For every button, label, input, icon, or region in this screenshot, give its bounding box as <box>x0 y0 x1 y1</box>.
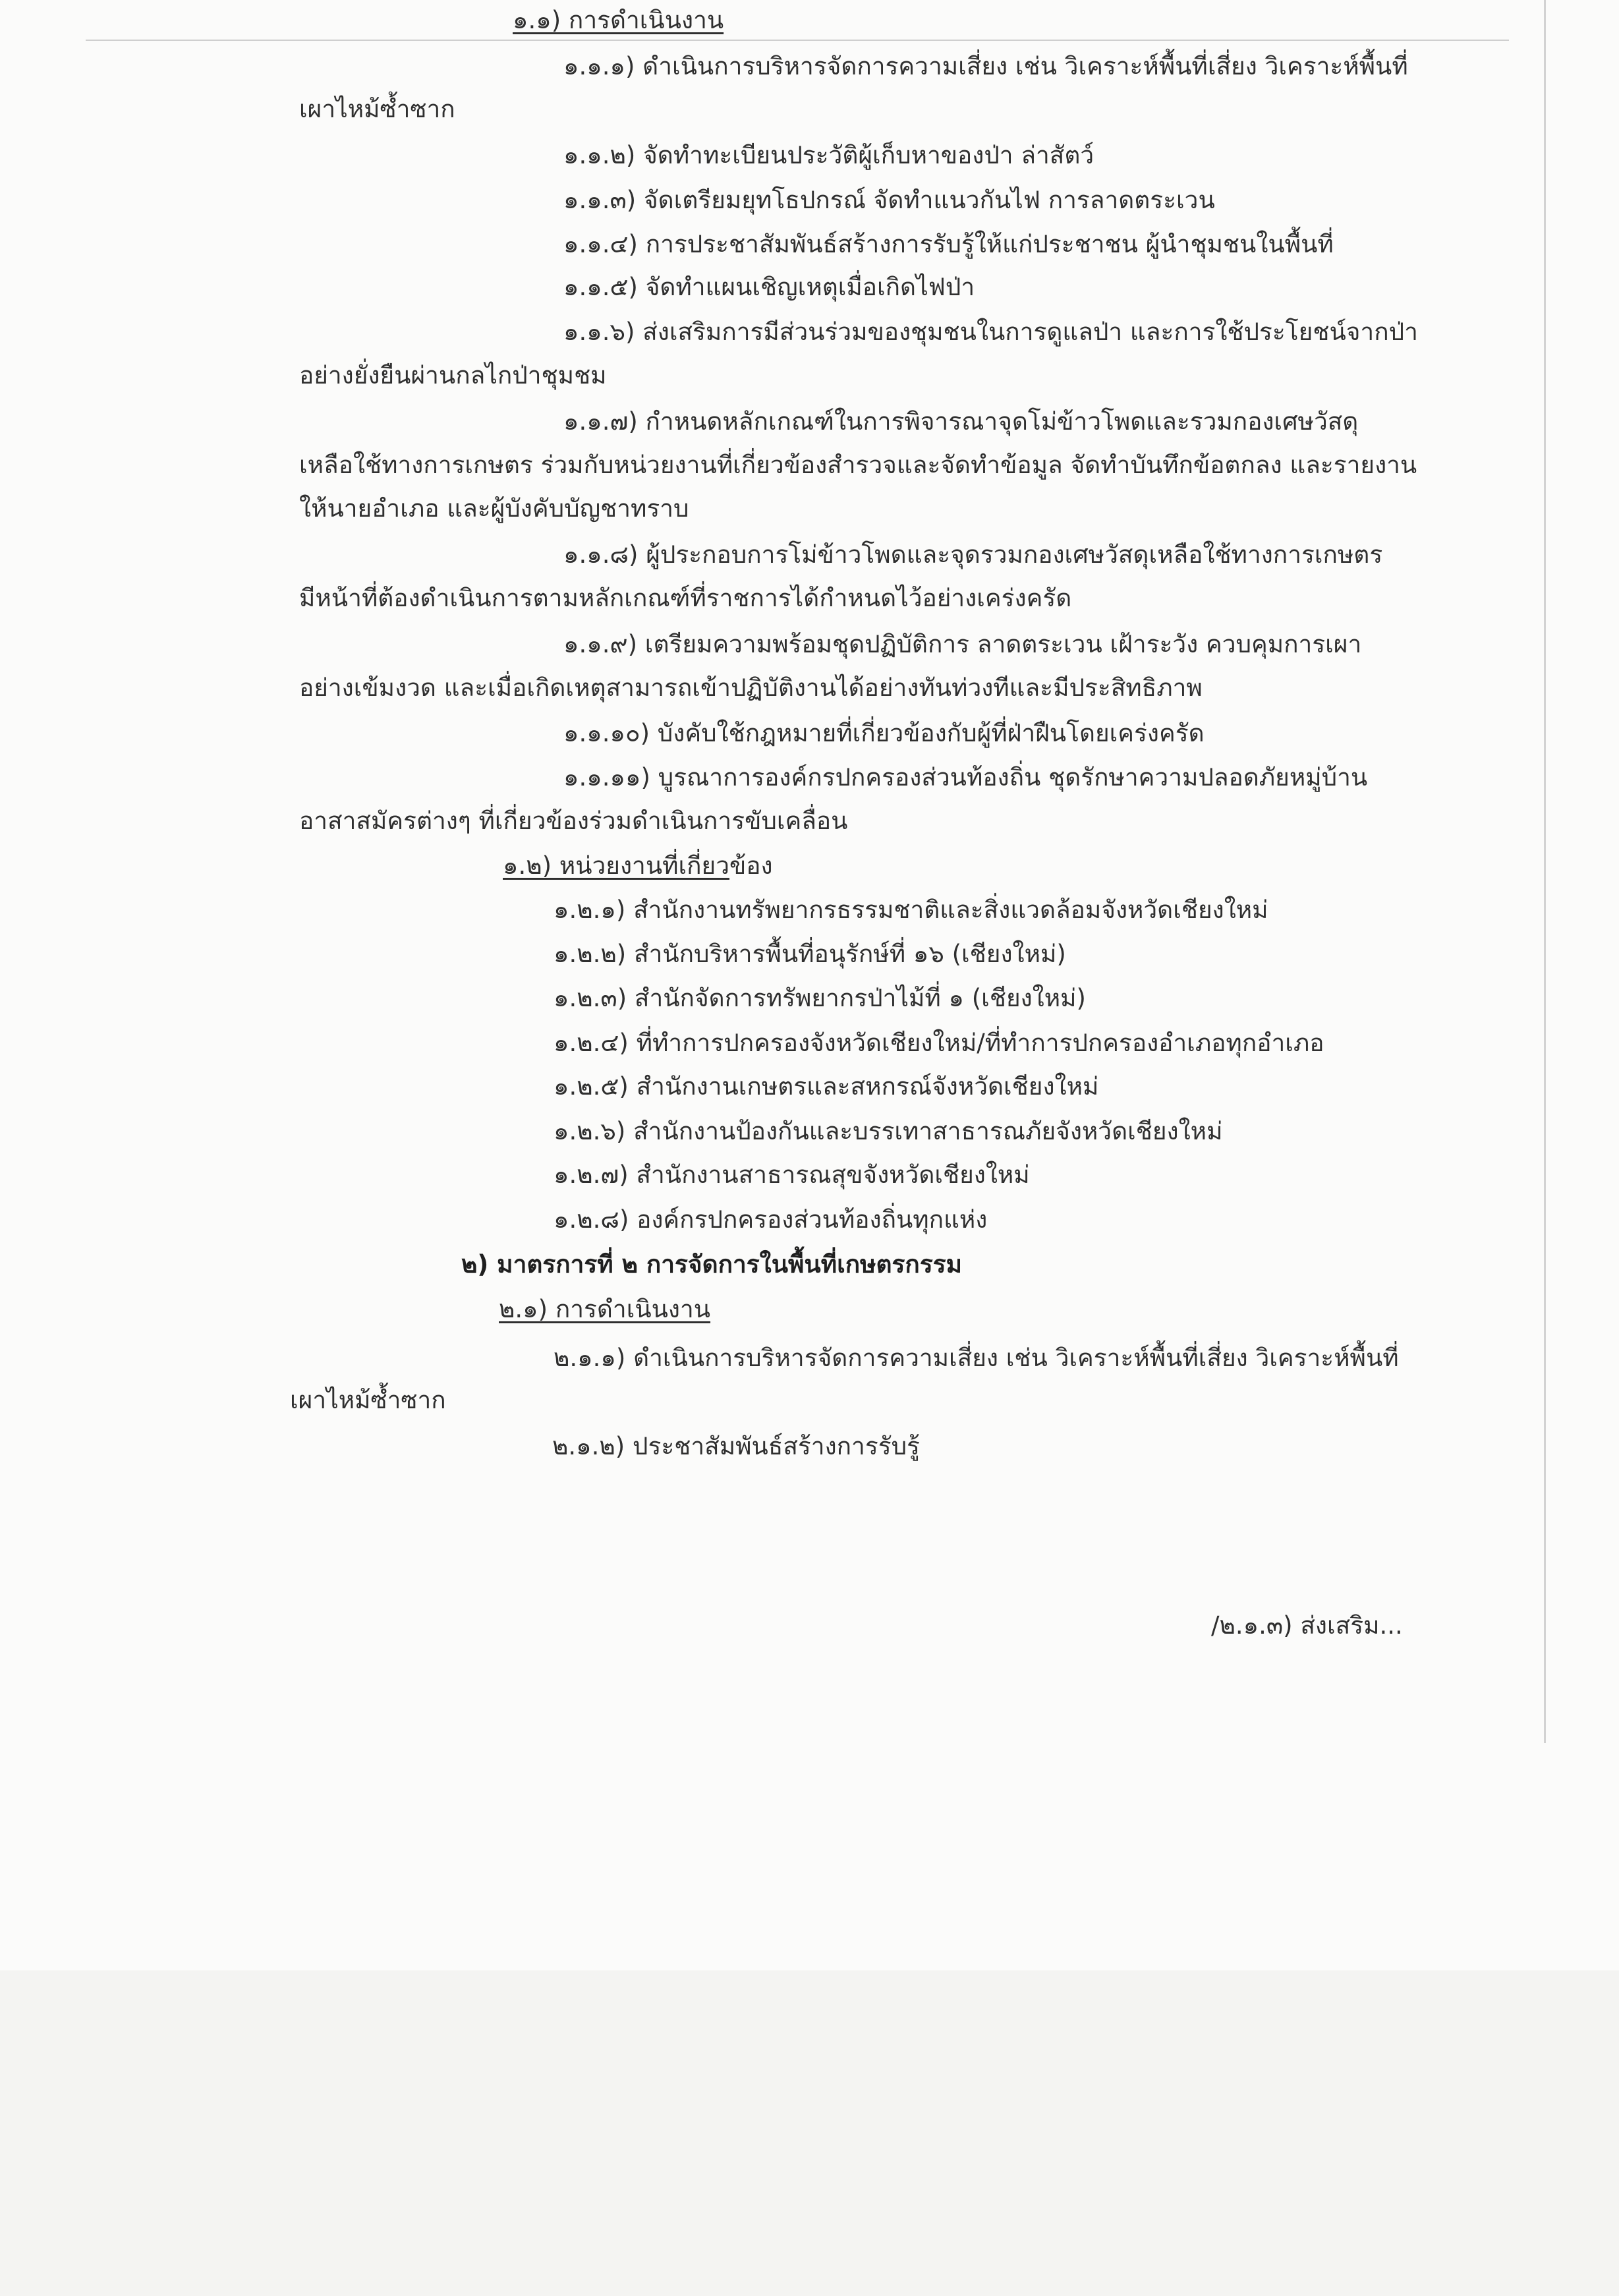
item-1-1-1-line1: ๑.๑.๑) ดำเนินการบริหารจัดการความเสี่ยง เช่น วิเคราะห์พื้นที่เสี่ยง วิเคราะห์พื้นที่ <box>563 52 1408 80</box>
agency-1-2-2: ๑.๒.๒) สำนักบริหารพื้นที่อนุรักษ์ที่ ๑๖ (เชียงใหม่) <box>554 940 1066 968</box>
item-1-1-7-line3: ให้นายอำเภอ และผู้บังคับบัญชาทราบ <box>299 494 689 523</box>
section-heading-1-2-underlined: ๑.๒) หน่วยงานที่เกี่ยว <box>503 851 730 880</box>
item-1-1-11-line2: อาสาสมัครต่างๆ ที่เกี่ยวข้องร่วมดำเนินการขับเคลื่อน <box>299 807 848 835</box>
agency-1-2-1: ๑.๒.๑) สำนักงานทรัพยากรธรรมชาติและสิ่งแวดล้อมจังหวัดเชียงใหม่ <box>554 896 1268 924</box>
item-1-1-9-line1: ๑.๑.๙) เตรียมความพร้อมชุดปฏิบัติการ ลาดตระเวน เฝ้าระวัง ควบคุมการเผา <box>563 630 1362 658</box>
item-1-1-10: ๑.๑.๑๐) บังคับใช้กฎหมายที่เกี่ยวข้องกับผู้ที่ฝ่าฝืนโดยเคร่งครัด <box>563 719 1205 747</box>
agency-1-2-3: ๑.๒.๓) สำนักจัดการทรัพยากรป่าไม้ที่ ๑ (เชียงใหม่) <box>554 984 1086 1012</box>
agency-1-2-7: ๑.๒.๗) สำนักงานสาธารณสุขจังหวัดเชียงใหม่ <box>554 1161 1030 1189</box>
item-2-1-1-line1: ๒.๑.๑) ดำเนินการบริหารจัดการความเสี่ยง เช่น วิเคราะห์พื้นที่เสี่ยง วิเคราะห์พื้นที่ <box>554 1344 1399 1372</box>
item-1-1-7-line1: ๑.๑.๗) กำหนดหลักเกณฑ์ในการพิจารณาจุดโม่ข้าวโพดและรวมกองเศษวัสดุ <box>563 407 1359 436</box>
item-1-1-2: ๑.๑.๒) จัดทำทะเบียนประวัติผู้เก็บหาของป่า ล่าสัตว์ <box>563 141 1094 169</box>
section-heading-1-2 <box>503 851 773 881</box>
item-1-1-6-line2: อย่างยั่งยืนผ่านกลไกป่าชุมชม <box>299 361 607 389</box>
agency-1-2-8: ๑.๒.๘) องค์กรปกครองส่วนท้องถิ่นทุกแห่ง <box>554 1205 988 1234</box>
item-1-1-6-line1: ๑.๑.๖) ส่งเสริมการมีส่วนร่วมของชุมชนในการดูแลป่า และการใช้ประโยชน์จากป่า <box>563 318 1418 346</box>
agency-1-2-5: ๑.๒.๕) สำนักงานเกษตรและสหกรณ์จังหวัดเชียงใหม่ <box>554 1072 1099 1101</box>
item-1-1-3: ๑.๑.๓) จัดเตรียมยุทโธปกรณ์ จัดทำแนวกันไฟ การลาดตระเวน <box>563 186 1215 214</box>
item-1-1-4: ๑.๑.๔) การประชาสัมพันธ์สร้างการรับรู้ให้แก่ประชาชน ผู้นำชุมชนในพื้นที่ <box>563 230 1334 258</box>
item-1-1-9-line2: อย่างเข้มงวด และเมื่อเกิดเหตุสามารถเข้าปฏิบัติงานได้อย่างทันท่วงทีและมีประสิทธิภาพ <box>299 674 1203 702</box>
section-heading-2-1: ๒.๑) การดำเนินงาน <box>499 1295 711 1323</box>
item-1-1-8-line2: มีหน้าที่ต้องดำเนินการตามหลักเกณฑ์ที่ราชการได้กำหนดไว้อย่างเคร่งครัด <box>299 584 1072 612</box>
agency-1-2-6: ๑.๒.๖) สำนักงานป้องกันและบรรเทาสาธารณภัยจังหวัดเชียงใหม่ <box>554 1117 1223 1145</box>
item-2-1-1-line2: เผาไหม้ซ้ำซาก <box>290 1386 446 1414</box>
item-1-1-1-line2: เผาไหม้ซ้ำซาก <box>299 95 455 123</box>
continuation-note: /๒.๑.๓) ส่งเสริม... <box>1211 1611 1403 1640</box>
item-1-1-8-line1: ๑.๑.๘) ผู้ประกอบการโม่ข้าวโพดและจุดรวมกองเศษวัสดุเหลือใช้ทางการเกษตร <box>563 540 1383 569</box>
item-1-1-5: ๑.๑.๕) จัดทำแผนเชิญเหตุเมื่อเกิดไฟป่า <box>563 273 975 301</box>
header-rule <box>86 40 1509 41</box>
item-2-1-2: ๒.๑.๒) ประชาสัมพันธ์สร้างการรับรู้ <box>552 1432 920 1460</box>
agency-1-2-4: ๑.๒.๔) ที่ทำการปกครองจังหวัดเชียงใหม่/ที่ทำการปกครองอำเภอทุกอำเภอ <box>554 1029 1324 1057</box>
measure-2-heading: ๒) มาตรการที่ ๒ การจัดการในพื้นที่เกษตรกรรม <box>461 1250 962 1278</box>
item-1-1-7-line2: เหลือใช้ทางการเกษตร ร่วมกับหน่วยงานที่เกี่ยวข้องสำรวจและจัดทำข้อมูล จัดทำบันทึกข้อตกลง และรายงาน <box>299 451 1417 479</box>
scan-edge-line <box>1544 0 1546 1743</box>
section-heading-1-2-tail: ข้อง <box>729 851 773 880</box>
item-1-1-11-line1: ๑.๑.๑๑) บูรณาการองค์กรปกครองส่วนท้องถิ่น ชุดรักษาความปลอดภัยหมู่บ้าน <box>563 763 1368 791</box>
section-heading-1-1: ๑.๑) การดำเนินงาน <box>513 6 724 34</box>
